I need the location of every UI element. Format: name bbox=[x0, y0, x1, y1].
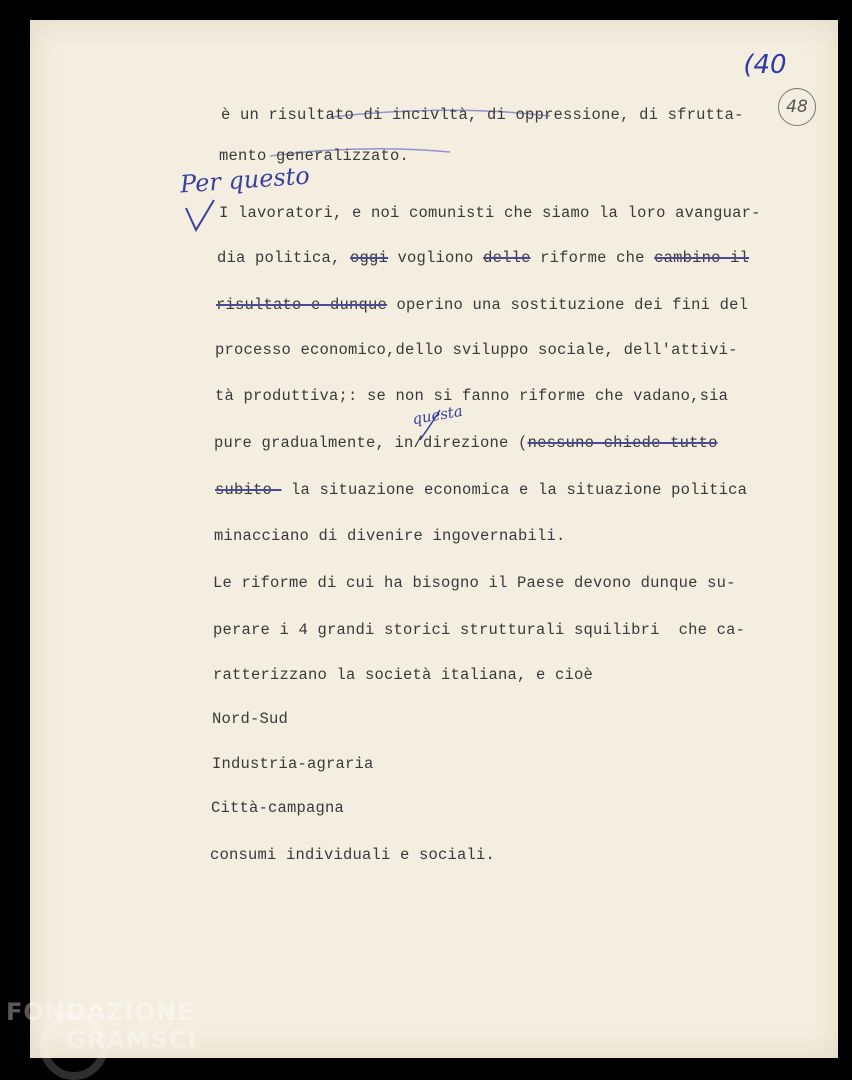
text-segment: Le riforme di cui ha bisogno il Paese devono dunque su- bbox=[213, 574, 736, 592]
archive-watermark bbox=[0, 990, 220, 1080]
margin-note-text: Per questo bbox=[179, 161, 311, 199]
document-page bbox=[30, 20, 838, 1058]
text-segment: mento generalizzato. bbox=[219, 147, 410, 165]
text-line bbox=[215, 387, 728, 405]
text-line bbox=[219, 147, 409, 165]
text-segment: perare i 4 grandi storici strutturali squilibri che ca- bbox=[213, 621, 746, 639]
text-line bbox=[217, 249, 749, 267]
text-line bbox=[216, 296, 748, 314]
text-line bbox=[213, 621, 745, 639]
watermark-line-1: FONDAZIONE bbox=[6, 998, 195, 1026]
text-line bbox=[210, 846, 495, 864]
text-line bbox=[215, 481, 747, 499]
text-segment: I lavoratori, e noi comunisti che siamo la loro avanguar- bbox=[219, 204, 761, 222]
struck-text: subito bbox=[215, 481, 282, 499]
struck-text: nessuno chiede tutto bbox=[527, 434, 718, 452]
text-segment: dia politica, bbox=[217, 249, 351, 267]
text-line bbox=[213, 666, 593, 684]
page-number-text: (40 bbox=[743, 50, 787, 80]
archive-number-text: 48 bbox=[786, 97, 808, 117]
watermark-line-2: GRAMSCI bbox=[66, 1026, 198, 1054]
text-line bbox=[213, 574, 736, 592]
text-segment: è un risultato di incivltà, di oppressione, di sfrutta- bbox=[221, 106, 744, 124]
text-line bbox=[212, 710, 288, 728]
text-segment: Nord-Sud bbox=[212, 710, 289, 728]
text-line bbox=[214, 527, 566, 545]
text-segment: pure gradualmente, in/direzione ( bbox=[214, 434, 528, 452]
text-line bbox=[214, 434, 718, 452]
text-segment: la situazione economica e la situazione politica bbox=[281, 481, 748, 499]
text-line bbox=[215, 341, 738, 359]
text-segment: operino una sostituzione dei fini del bbox=[387, 296, 749, 314]
text-line bbox=[211, 799, 344, 817]
text-segment: Città-campagna bbox=[211, 799, 345, 817]
struck-text: delle bbox=[483, 249, 531, 267]
struck-text: risultato e dunque bbox=[216, 296, 388, 314]
struck-text: oggi bbox=[350, 249, 389, 267]
text-segment: processo economico,dello sviluppo sociale, dell'attivi- bbox=[215, 341, 738, 359]
text-segment: riforme che bbox=[530, 249, 655, 267]
struck-text: cambino il bbox=[654, 249, 750, 267]
text-segment: ratterizzano la società italiana, e cioè bbox=[213, 666, 594, 684]
text-segment: minacciano di divenire ingovernabili. bbox=[214, 527, 566, 545]
text-segment: consumi individuali e sociali. bbox=[210, 846, 496, 864]
text-segment: Industria-agraria bbox=[212, 755, 374, 773]
text-line bbox=[219, 204, 761, 222]
insertion-note-text: questa bbox=[410, 401, 464, 429]
text-line bbox=[221, 106, 744, 124]
text-segment: vogliono bbox=[388, 249, 484, 267]
text-segment: tà produttiva;: se non si fanno riforme che vadano,sia bbox=[215, 387, 729, 405]
text-line bbox=[212, 755, 374, 773]
